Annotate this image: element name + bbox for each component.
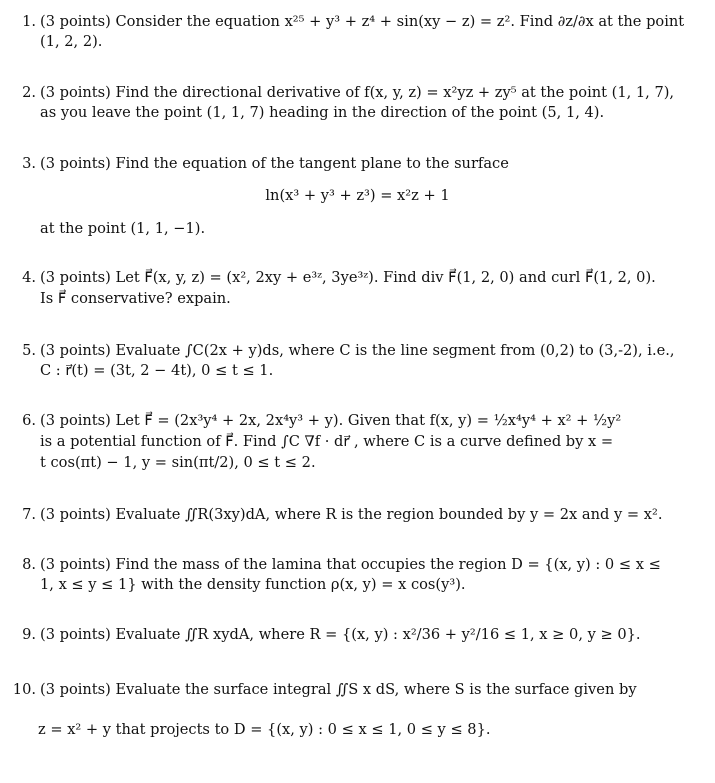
problem-text-line: (1, 2, 2). [40, 33, 103, 50]
problem-text-line: (3 points) Find the equation of the tangent plane to the surface [40, 155, 509, 172]
problem-text-line: (3 points) Evaluate ∫C(2x + y)ds, where C is the line segment from (0,2) to (3,-2), i.e., [40, 342, 675, 359]
problem-text-line: (3 points) Let F⃗ = (2x³y⁴ + 2x, 2x⁴y³ + y). Given that f(x, y) = ½x⁴y⁴ + x² + ½y² [40, 412, 622, 429]
problem-text-line: at the point (1, 1, −1). [40, 220, 206, 237]
problem-number: 3. [22, 155, 36, 172]
problem-text-line: is a potential function of F⃗. Find ∫C ∇f · dr⃗ , where C is a curve defined by x = [40, 433, 614, 450]
problem-number: 4. [22, 269, 36, 286]
problem-text-line: 1, x ≤ y ≤ 1} with the density function ρ(x, y) = x cos(y³). [40, 576, 466, 593]
problem-text-line: (3 points) Evaluate ∬R(3xy)dA, where R is the region bounded by y = 2x and y = x². [40, 506, 663, 523]
problem-number: 2. [22, 84, 36, 101]
problem-text-line: (3 points) Find the mass of the lamina that occupies the region D = {(x, y) : 0 ≤ x ≤ [40, 556, 661, 573]
problem-text-line: (3 points) Evaluate the surface integral ∬S x dS, where S is the surface given by [40, 681, 637, 698]
problem-text-line: (3 points) Find the directional derivative of f(x, y, z) = x²yz + zy⁵ at the point (1, 1, 7), [40, 84, 675, 101]
problem-number: 1. [22, 13, 36, 30]
problem-text-line: (3 points) Let F⃗(x, y, z) = (x², 2xy + e³ᶻ, 3ye³ᶻ). Find div F⃗(1, 2, 0) and curl F⃗(1, 2, 0). [40, 269, 656, 286]
problem-text-line: z = x² + y that projects to D = {(x, y) : 0 ≤ x ≤ 1, 0 ≤ y ≤ 8}. [38, 721, 491, 738]
display-equation: ln(x³ + y³ + z³) = x²z + 1 [265, 187, 450, 204]
problem-text-line: C : r⃗(t) = (3t, 2 − 4t), 0 ≤ t ≤ 1. [40, 362, 274, 379]
problem-number: 9. [22, 626, 36, 643]
problem-number: 8. [22, 556, 36, 573]
problem-number: 7. [22, 506, 36, 523]
problem-text-line: (3 points) Evaluate ∬R xydA, where R = {(x, y) : x²/36 + y²/16 ≤ 1, x ≥ 0, y ≥ 0}. [40, 626, 641, 643]
problem-text-line: (3 points) Consider the equation x²⁵ + y³ + z⁴ + sin(xy − z) = z². Find ∂z/∂x at the point [40, 13, 685, 30]
problem-number: 10. [12, 681, 36, 698]
problem-number: 5. [22, 342, 36, 359]
problem-number: 6. [22, 412, 36, 429]
problem-text-line: t cos(πt) − 1, y = sin(πt/2), 0 ≤ t ≤ 2. [40, 454, 316, 471]
problem-text-line: Is F⃗ conservative? expain. [40, 290, 231, 307]
problem-text-line: as you leave the point (1, 1, 7) heading in the direction of the point (5, 1, 4). [40, 104, 605, 121]
